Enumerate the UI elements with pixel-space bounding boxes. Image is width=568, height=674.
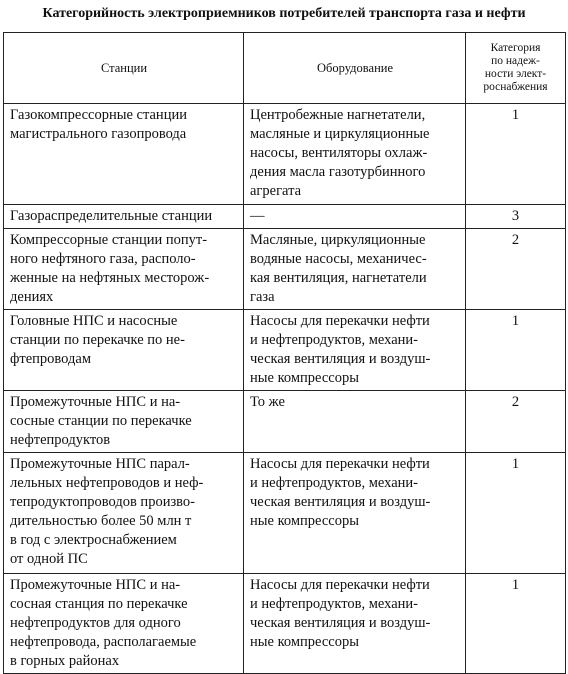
category-cell: 1 [466, 453, 566, 574]
equipment-cell: Насосы для перекачки нефти и нефтепродуктов, механи- ческая вентиляция и воздуш- ные компрессоры [244, 453, 466, 574]
category-cell: 3 [466, 205, 566, 229]
header-category: Категория по надеж- ности элект- роснабжения [466, 33, 566, 104]
category-cell: 1 [466, 310, 566, 391]
table-row [4, 574, 566, 674]
equipment-cell: Насосы для перекачки нефти и нефтепродуктов, механи- ческая вентиляция и воздуш- ные компрессоры [244, 574, 466, 674]
table-row [4, 453, 566, 574]
equipment-cell: Насосы для перекачки нефти и нефтепродуктов, механи- ческая вентиляция и воздуш- ные компрессоры [244, 310, 466, 391]
equipment-cell: Масляные, циркуляционные водяные насосы, механичес- кая вентиляция, нагнетатели газа [244, 229, 466, 310]
header-equipment: Оборудование [244, 33, 466, 104]
categories-table [3, 32, 566, 674]
table-title: Категорийность электроприемников потребителей транспорта газа и нефти [42, 6, 526, 21]
table-row [4, 229, 566, 310]
station-cell: Компрессорные станции попут- ного нефтяного газа, располо- женные на нефтяных месторож- дениях [4, 229, 244, 310]
table-row [4, 104, 566, 205]
equipment-cell: То же [244, 391, 466, 453]
table-row [4, 310, 566, 391]
category-cell: 2 [466, 391, 566, 453]
category-cell: 1 [466, 104, 566, 205]
station-cell: Промежуточные НПС и на- сосная станция по перекачке нефтепродуктов для одного нефтепровода, располагаемые в горных районах [4, 574, 244, 674]
equipment-cell: Центробежные нагнетатели, масляные и циркуляционные насосы, вентиляторы охлаж- дения масла газотурбинного агрегата [244, 104, 466, 205]
station-cell: Промежуточные НПС парал- лельных нефтепроводов и неф- тепродуктопроводов произво- дительностью более 50 млн т в год с электроснабжением от одной ПС [4, 453, 244, 574]
station-cell: Газораспределительные станции [4, 205, 244, 229]
equipment-cell: — [244, 205, 466, 229]
station-cell: Промежуточные НПС и на- сосные станции по перекачке нефтепродуктов [4, 391, 244, 453]
header-stations: Станции [4, 33, 244, 104]
station-cell: Газокомпрессорные станции магистрального газопровода [4, 104, 244, 205]
table-row [4, 391, 566, 453]
category-cell: 1 [466, 574, 566, 674]
category-cell: 2 [466, 229, 566, 310]
station-cell: Головные НПС и насосные станции по перекачке по не- фтепроводам [4, 310, 244, 391]
table-header-row [4, 33, 566, 104]
table-row [4, 205, 566, 229]
